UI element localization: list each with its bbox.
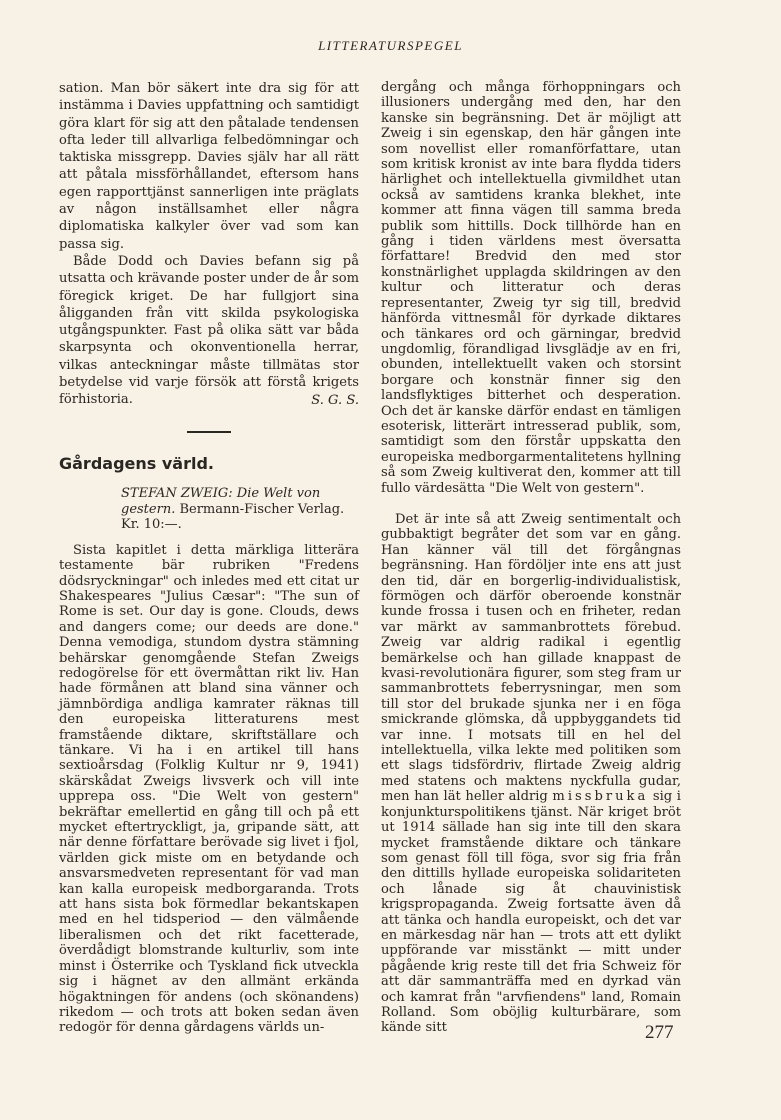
left-column [59,80,359,1036]
review-text: sig i konjunkturspolitikens tjänst. När kriget bröt ut 1914 sällade han sig inte till den skara mycket framstående diktare och tänkare som genast föll till föga, svor sig fria från den dittills hyllade europeiska solidariteten och lånade sig åt chauvinistisk krigspropaganda. Zweig fortsatte även då att tänka och handla europeiskt, och det var en märkesdag när han — trots att ett dylikt uppförande var misstänkt — mitt under pågående krig reste till det fria Schweiz för att där sammanträffa med en dyrkad vän och kamrat från "arvfiendens" land, Romain Rolland. Som oböjlig kulturbärare, som kände sitt [381,789,681,1036]
review-paragraph [381,512,681,1036]
bibliographic-entry [59,486,359,533]
review-paragraph [59,253,359,409]
bib-author-title: STEFAN ZWEIG: Die Welt von gestern. [121,486,321,517]
bib-publisher: Bermann-Fischer Verlag. Kr. 10:—. [121,501,345,533]
review-paragraph: Sista kapitlet i detta märkliga litterära testamente bär rubriken "Fredens dödsryckningar" och inledes med ett citat ur Shakespeares "Julius Cæsar": "The sun of Rome is set. Our day is gone. Clouds, dews and dangers come; our deeds are done." Denna vemodiga, stundom dystra stämning behärskar genomgående Stefan Zweigs redogörelse för ett övermåttan rikt liv. Han hade förmånen att bland sina vänner och jämnbördiga andliga kamrater räknas till den europeiska litteraturens mest framstående diktare, skriftställare och tänkare. Vi ha i en artikel till hans sextioårsdag (Folklig Kultur nr 9, 1941) skärskådat Zweigs livsverk och vill inte upprepa oss. "Die Welt von gestern" bekräftar emellertid en gång till och på ett mycket eftertryckligt, ja, gripande sätt, att när denne författare berövade sig livet i fjol, världen gick miste om en betydande och ansvarsmedveten representant för vad man kan kalla europeisk medborgaranda. Trots att hans sista bok förmedlar bekantskapen med en hel tidsperiod — den välmående liberalismen och det rikt facetterade, överdådigt blomstrande kulturliv, som inte minst i Österrike och Tyskland fick utveckla sig i hägnet av den allmänt erkända högaktningen för andens (och skönandens) rikedom — och trots att boken sedan även redogör för denna gårdagens världs un- [59,542,359,1036]
section-divider [187,431,231,433]
review-paragraph: sation. Man bör säkert inte dra sig för att instämma i Davies uppfattning och samtidigt göra klart för sig att den påtalade tendensen ofta leder till allvarliga felbedömningar och taktiska missgrepp. Davies själv har all rätt att påtala missförhållandet, eftersom hans egen rapporttjänst sannerligen inte präglats av någon inställsamhet eller några diplomatiska kalkyler över vad som kan passa sig. [59,81,359,252]
section-title: Gårdagens värld. [59,453,214,473]
review-text: Det är inte så att Zweig sentimentalt och gubbaktigt begråter det som var en gång. Han känner väl till det förgångnas begränsning. Han fördöljer inte ens att just den tid, där en borgerlig-individualistisk, förmögen och därför oberoende konstnär kunde frossa i tusen och en friheter, redan var märkt av sammanbrottets förebud. Zweig var aldrig radikal i egentlig bemärkelse och han gillade knappast de kvasi-revolutionära figurer, som steg fram ur sammanbrottets feberrysningar, men som till stor del brukade sjunka ner i en föga smickrande glömska, då uppbyggandets tid var inne. I motsats till en hel del intellektuella, vilka lekte med politiken som ett slags tidsfördriv, flirtade Zweig aldrig med statens och maktens nyckfulla gudar, men han lät heller aldrig [381,511,681,805]
running-header: LITTERATURSPEGEL [318,38,463,53]
right-column [381,80,681,1036]
review-paragraph: dergång och många förhoppningars och illusioners undergång med den, har den kanske sin begränsning. Det är möjligt att Zweig i sin egenskap, den här gången inte som novellist eller romanförfattare, utan som kritisk kronist av inte bara flydda tiders härlighet och intellektuella givmildhet utan också av samtidens kranka blekhet, inte kommer att finna vägen till samma breda publik som hittills. Dock tillhörde han en gång i tiden världens mest översatta författare! Bredvid den med stor konstnärlighet upplagda skildringen av den kultur och litteratur och deras representanter, Zweig tyr sig till, bredvid hänförda vittnesmål för dyrkade diktares och tänkares ord och gärningar, bredvid ungdomlig, förandligad livsglädje av en fri, obunden, intellektuellt vaken och storsint borgare och konstnär finner sig den landsflyktiges bitterhet och desperation. Och det är kanske därför endast en tämligen esoterisk, litterärt intresserad publik, som, samtidigt som den förstår uppskatta den europeiska medborgarmentalitetens hyllning så som Zweig kultiverat den, kommer att till fullo värdesätta "Die Welt von gestern". [381,80,681,496]
spaced-emphasis: missbruka [552,789,649,805]
author-signature: S. G. S. [311,392,359,408]
page-number: 277 [645,1022,674,1043]
review-text: Både Dodd och Davies befann sig på utsatta och krävande poster under de år som föregick kriget. De har fullgjort sina åligganden från vitt skilda psykologiska utgångspunkter. Fast på olika sätt var båda skarpsynta och okonventionella herrar, vilkas anteckningar måste tillmätas stor betydelse vid varje försök att förstå krigets förhistoria. [59,253,359,408]
